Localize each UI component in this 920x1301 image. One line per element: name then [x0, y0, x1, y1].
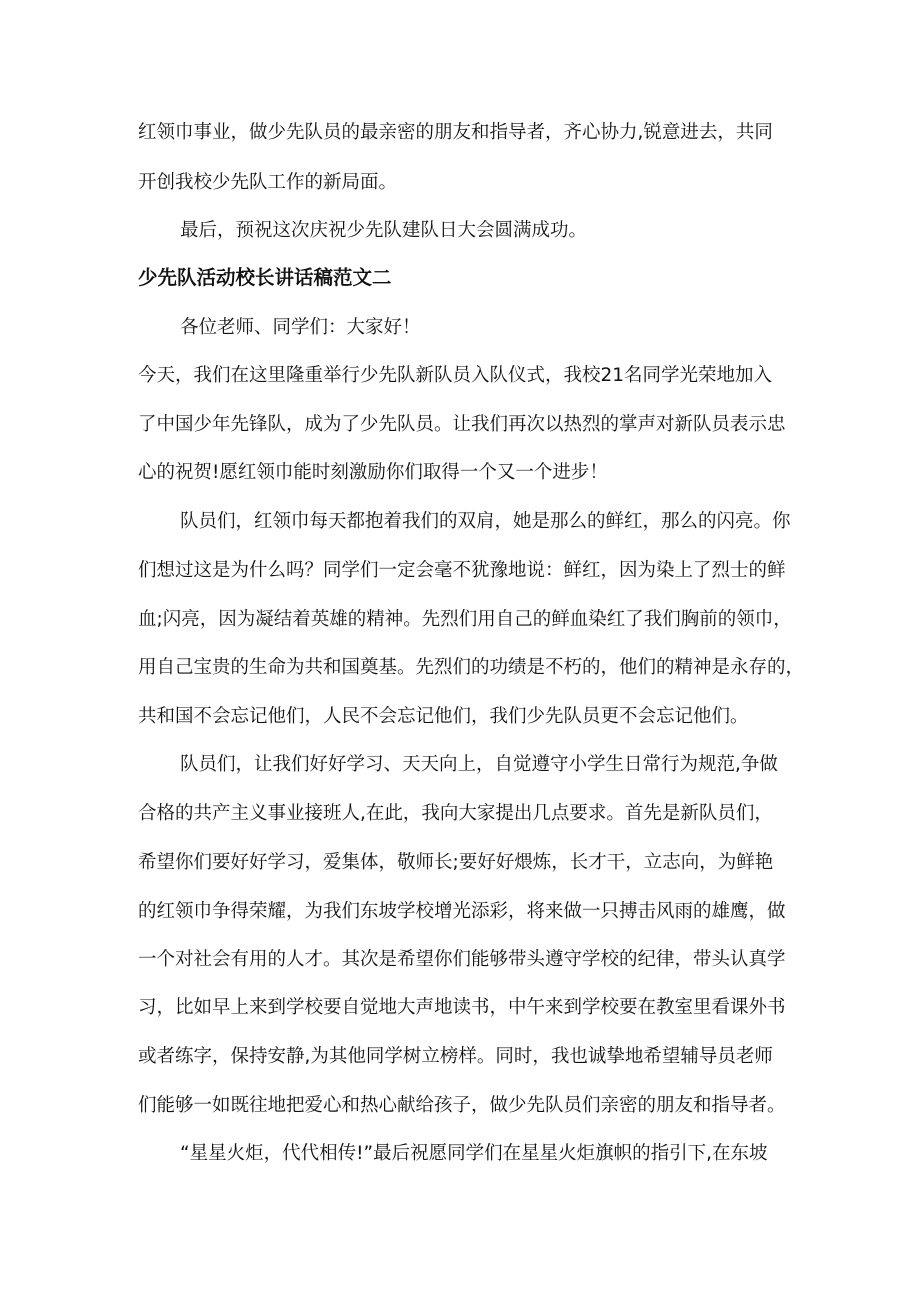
text-line: 心的祝贺!愿红领巾能时刻激励你们取得一个又一个进步！ [138, 462, 608, 483]
greeting: 各位老师、同学们：大家好！ [180, 317, 421, 338]
section-title: 少先队活动校长讲话稿范文二 [138, 266, 392, 289]
text-line: 们能够一如既往地把爱心和热心献给孩子，做少先队员们亲密的朋友和指导者。 [138, 1095, 786, 1116]
text-line: 一个对社会有用的人才。其次是希望你们能够带头遵守学校的纪律，带头认真学 [138, 949, 786, 970]
text-line: 队员们，让我们好好学习、天天向上，自觉遵守小学生日常行为规范,争做 [180, 754, 778, 775]
text-line: 血;闪亮，因为凝结着英雄的精神。先烈们用自己的鲜血染红了我们胸前的领巾， [138, 609, 792, 630]
text-line: 合格的共产主义事业接班人,在此，我向大家提出几点要求。首先是新队员们， [138, 803, 773, 824]
text-line: 用自己宝贵的生命为共和国奠基。先烈们的功绩是不朽的，他们的精神是永存的， [138, 657, 805, 678]
text-line: 共和国不会忘记他们，人民不会忘记他们，我们少先队员更不会忘记他们。 [138, 706, 749, 727]
text-line: 希望你们要好好学习，爱集体，敬师长;要好好煨炼，长才干，立志向，为鲜艳 [138, 852, 774, 873]
text-line: 们想过这是为什么吗？同学们一定会毫不犹豫地说：鲜红，因为染上了烈士的鲜 [138, 560, 786, 581]
text-line: 了中国少年先锋队，成为了少先队员。让我们再次以热烈的掌声对新队员表示忠 [138, 414, 786, 435]
text-line: “星星火炬，代代相传!”最后祝愿同学们在星星火炬旗帜的指引下,在东坡 [180, 1143, 768, 1164]
text-line: 红领巾事业，做少先队员的最亲密的朋友和指导者，齐心协力,锐意进去，共同 [138, 122, 773, 143]
text-line: 队员们，红领巾每天都抱着我们的双肩，她是那么的鲜红，那么的闪亮。你 [180, 511, 791, 532]
closing-wish: 最后，预祝这次庆祝少先队建队日大会圆满成功。 [180, 220, 588, 241]
text-line: 开创我校少先队工作的新局面。 [138, 172, 398, 193]
text-line: 或者练字，保持安静,为其他同学树立榜样。同时，我也诚挚地希望辅导员老师 [138, 1046, 773, 1067]
text-line: 习，比如早上来到学校要自觉地大声地读书，中午来到学校要在教室里看课外书 [138, 997, 786, 1018]
text-line: 今天，我们在这里隆重举行少先队新队员入队仪式，我校21名同学光荣地加入 [138, 365, 773, 386]
text-line: 的红领巾争得荣耀，为我们东坡学校增光添彩，将来做一只搏击风雨的雄鹰，做 [138, 901, 786, 922]
